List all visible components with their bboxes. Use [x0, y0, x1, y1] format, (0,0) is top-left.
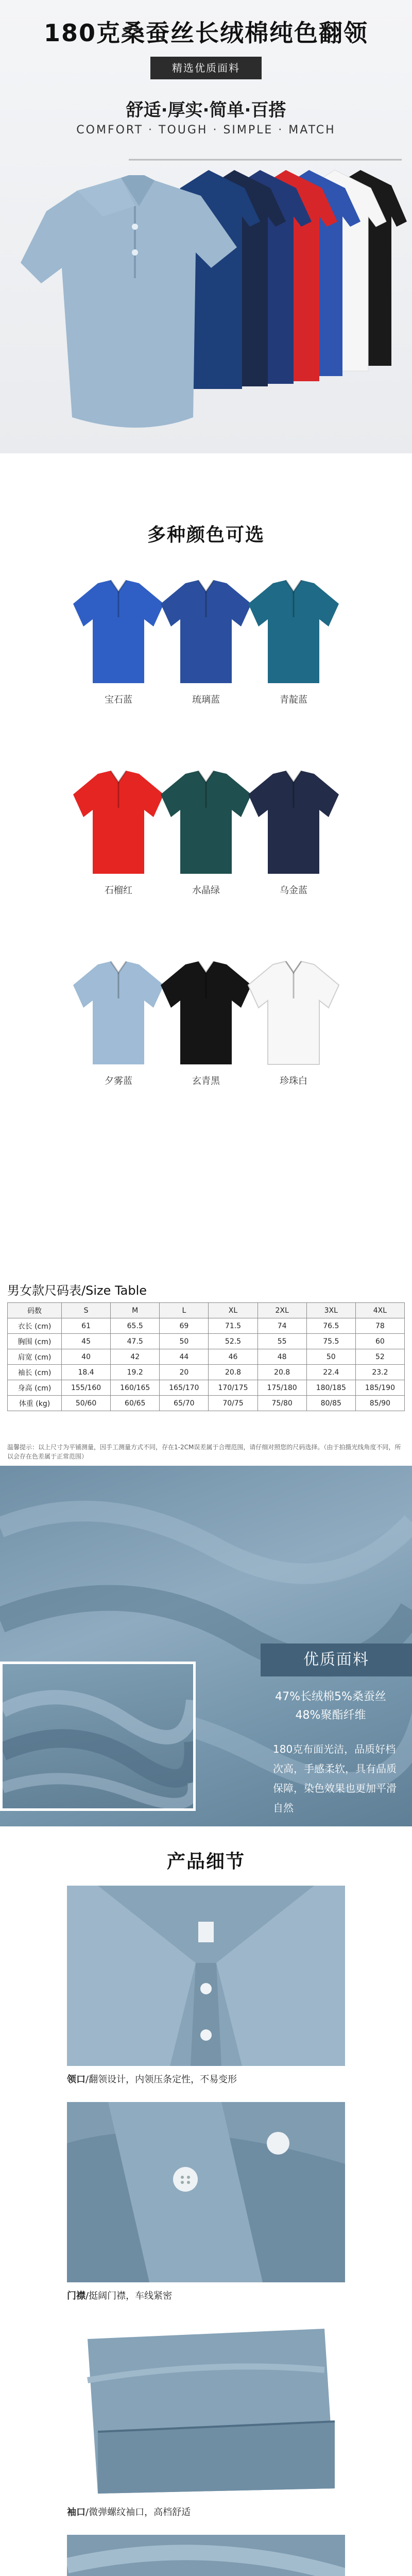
size-header-cell: 4XL — [355, 1303, 404, 1318]
size-table-header-row — [8, 1303, 405, 1318]
sleeve-caption-name: 袖口 — [67, 2507, 85, 2518]
fabric-closeup-image — [0, 1662, 196, 1811]
fabric-tag: 优质面料 — [261, 1643, 412, 1676]
size-cell: 20 — [160, 1365, 209, 1380]
hero-subtitle: COMFORT · TOUGH · SIMPLE · MATCH — [76, 124, 336, 137]
size-cell: 50 — [306, 1349, 355, 1365]
size-table-row — [8, 1380, 405, 1396]
size-row-label: 衣长 (cm) — [8, 1318, 62, 1334]
collar-caption — [67, 2072, 376, 2086]
size-table-row — [8, 1334, 405, 1349]
size-row-label: 身高 (cm) — [8, 1380, 62, 1396]
fabric-section — [0, 1466, 412, 1826]
size-cell: 40 — [62, 1349, 111, 1365]
colors-section-title: 多种颜色可选 — [147, 524, 265, 546]
size-row-label: 袖长 (cm) — [8, 1365, 62, 1380]
size-cell: 78 — [355, 1318, 404, 1334]
size-cell: 170/175 — [209, 1380, 258, 1396]
size-header-cell: S — [62, 1303, 111, 1318]
size-cell: 80/85 — [306, 1396, 355, 1411]
hem-detail-image — [67, 2535, 345, 2576]
fabric-description: 180克布面光洁，品质好档次高，手感柔软，具有品质保障，染色效果也更加平滑自然 — [273, 1743, 397, 1814]
size-table-row — [8, 1396, 405, 1411]
size-table — [7, 1302, 405, 1411]
hero-shirts-image — [0, 149, 412, 453]
size-cell: 70/75 — [209, 1396, 258, 1411]
size-cell: 19.2 — [111, 1365, 160, 1380]
sleeve-caption-text: /微弹螺纹袖口，高档舒适 — [85, 2507, 191, 2518]
color-swatch-label: 水晶绿 — [192, 885, 220, 896]
hero-banner — [0, 0, 412, 453]
color-swatch[interactable] — [242, 768, 345, 896]
size-cell: 155/160 — [62, 1380, 111, 1396]
collar-caption-text: /翻领设计，内领压条定性，不易变形 — [85, 2074, 237, 2085]
size-header-cell: 2XL — [258, 1303, 306, 1318]
size-cell: 71.5 — [209, 1318, 258, 1334]
size-table-row — [8, 1349, 405, 1365]
size-cell: 48 — [258, 1349, 306, 1365]
size-cell: 45 — [62, 1334, 111, 1349]
placket-caption — [67, 2289, 376, 2302]
sleeve-detail-image — [67, 2318, 345, 2499]
placket-caption-text: /挺阔门襟，车线紧密 — [85, 2291, 173, 2301]
polo-shirt-icon — [242, 577, 345, 688]
size-header-cell: XL — [209, 1303, 258, 1318]
fabric-composition-2: 48%聚酯纤维 — [295, 1709, 366, 1722]
size-cell: 22.4 — [306, 1365, 355, 1380]
size-cell: 18.4 — [62, 1365, 111, 1380]
color-swatch-label: 乌金蓝 — [280, 885, 307, 896]
size-cell: 76.5 — [306, 1318, 355, 1334]
size-cell: 175/180 — [258, 1380, 306, 1396]
size-cell: 180/185 — [306, 1380, 355, 1396]
fabric-info-panel — [242, 1643, 412, 1826]
size-cell: 23.2 — [355, 1365, 404, 1380]
size-cell: 47.5 — [111, 1334, 160, 1349]
hero-badge: 精选优质面料 — [150, 57, 262, 79]
polo-shirt-icon — [242, 958, 345, 1069]
color-swatch-label: 玄青黑 — [192, 1076, 220, 1087]
size-cell: 165/170 — [160, 1380, 209, 1396]
color-swatch-label: 珍珠白 — [280, 1076, 307, 1087]
size-table-row — [8, 1318, 405, 1334]
color-swatch-label: 宝石蓝 — [105, 694, 132, 705]
placket-caption-name: 门襟 — [67, 2291, 85, 2301]
size-cell: 44 — [160, 1349, 209, 1365]
size-table-title: 男女款尺码表/Size Table — [7, 1283, 147, 1298]
size-cell: 65/70 — [160, 1396, 209, 1411]
size-cell: 74 — [258, 1318, 306, 1334]
color-swatch-label: 夕雾蓝 — [105, 1076, 132, 1087]
size-cell: 85/90 — [355, 1396, 404, 1411]
size-cell: 75/80 — [258, 1396, 306, 1411]
size-header-cell: M — [111, 1303, 160, 1318]
size-cell: 60/65 — [111, 1396, 160, 1411]
size-row-label: 体重 (kg) — [8, 1396, 62, 1411]
fabric-composition-1: 47%长绒棉5%桑蚕丝 — [275, 1690, 386, 1703]
size-cell: 52.5 — [209, 1334, 258, 1349]
collar-caption-name: 领口 — [67, 2074, 85, 2085]
size-cell: 20.8 — [258, 1365, 306, 1380]
color-swatch-label: 青靛蓝 — [280, 694, 307, 705]
hero-title: 180克桑蚕丝长绒棉纯色翻领 — [43, 19, 369, 47]
color-swatch-label: 石榴红 — [105, 885, 132, 896]
size-note: 温馨提示：以上尺寸为平铺测量，因手工测量方式不同，存在1-2CM误差属于合理范围，请仔细对照您的尺码选择。（由于拍摄光线角度不同，所以会存在色差属于正常范围） — [7, 1444, 401, 1460]
size-cell: 61 — [62, 1318, 111, 1334]
polo-shirt-icon — [242, 768, 345, 878]
size-cell: 42 — [111, 1349, 160, 1365]
size-cell: 65.5 — [111, 1318, 160, 1334]
color-swatch-label: 琉璃蓝 — [192, 694, 220, 705]
color-swatch[interactable] — [242, 958, 345, 1087]
size-cell: 60 — [355, 1334, 404, 1349]
hero-slogan: 舒适·厚实·简单·百搭 — [126, 100, 286, 121]
size-header-cell: 3XL — [306, 1303, 355, 1318]
size-cell: 69 — [160, 1318, 209, 1334]
collar-detail-image — [67, 1886, 345, 2066]
placket-detail-image — [67, 2102, 345, 2282]
details-section-title: 产品细节 — [166, 1851, 245, 1872]
sleeve-caption — [67, 2505, 376, 2518]
size-header-cell: L — [160, 1303, 209, 1318]
size-row-label: 胸围 (cm) — [8, 1334, 62, 1349]
size-cell: 20.8 — [209, 1365, 258, 1380]
size-cell: 75.5 — [306, 1334, 355, 1349]
size-cell: 160/165 — [111, 1380, 160, 1396]
size-cell: 55 — [258, 1334, 306, 1349]
size-table-row — [8, 1365, 405, 1380]
size-cell: 185/190 — [355, 1380, 404, 1396]
color-swatch[interactable] — [242, 577, 345, 706]
size-cell: 52 — [355, 1349, 404, 1365]
size-header-cell: 码数 — [8, 1303, 62, 1318]
size-cell: 50/60 — [62, 1396, 111, 1411]
size-cell: 50 — [160, 1334, 209, 1349]
size-cell: 46 — [209, 1349, 258, 1365]
size-row-label: 肩宽 (cm) — [8, 1349, 62, 1365]
